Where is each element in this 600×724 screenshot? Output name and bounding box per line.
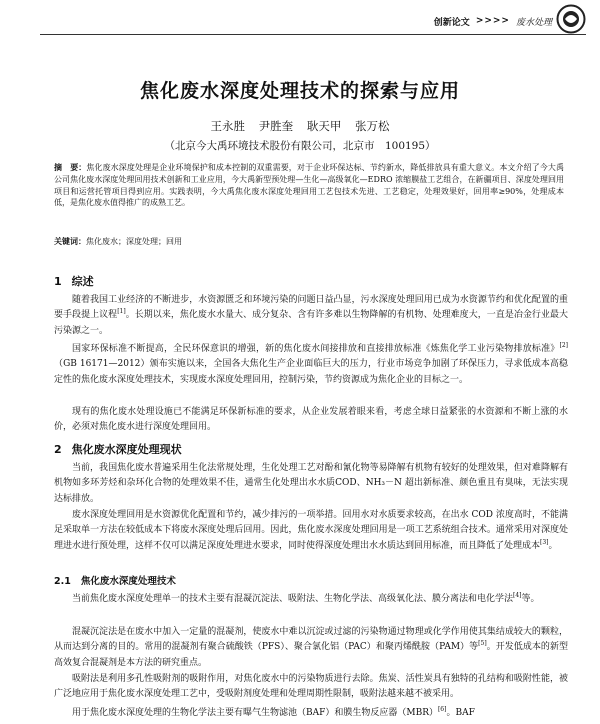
body-paragraph: 当前焦化废水深度处理单一的技术主要有混凝沉淀法、吸附法、生物化学法、高级氧化法、膜分离法和电化学法[4]等。	[72, 592, 540, 604]
header-arrows: >>>>	[475, 16, 510, 26]
author-name: 尹胜奎	[258, 119, 294, 133]
section-heading: 2 焦化废水深度处理现状	[54, 443, 182, 456]
body-paragraph: 废水深度处理回用是水资源优化配置和节约，减少排污的一项举措。回用水对水质要求较高，在出水 COD 浓度高时，不能满足采取单一方法在较低成本下将废水深度处理后回用。因此，焦化废水深度处理回用是一项工艺系统组合技术。通常采用对深度处理进水进行预处理，这样不仅可以满足深度处理进水要求，同时使得深度处理出水水质达到回用标准，而且降低了处理成本[3]。	[54, 510, 568, 551]
running-header	[434, 10, 552, 32]
author-name: 耿天甲	[306, 119, 342, 133]
header-section: 创新论文	[433, 17, 470, 28]
section-heading: 1 综述	[54, 275, 94, 288]
paper-title: 焦化废水深度处理技术的探索与应用	[139, 80, 460, 102]
body-paragraph: 当前，我国焦化废水普遍采用生化法常规处理，生化处理工艺对酚和氰化物等易降解有机物有较好的处理效果，但对难降解有机物如多环芳烃和杂环化合物的处理效果不佳，通常生化处理出水水质COD、NH₃－N 超出新标准、颜色重且有臭味，无法实现达标排放。	[54, 463, 568, 504]
author-name: 王永胜	[210, 119, 246, 133]
abstract-text: 焦化废水深度处理是企业环境保护和成本控制的双重需要，对于企业环保达标、节约新水，降低排放具有重大意义。本文介绍了今大禹公司焦化废水深度处理回用技术创新和工业应用，今大禹新型预处理—生化—高级氧化—EDRO 浓缩膜盐工艺组合，在新疆项目、深度处理回用项目和运营托管项目得到应用。实践表明，今大禹焦化废水深度处理回用工艺包技术先进、工艺稳定，处理效果好，回用率≥90%，处理成本低，是焦化废水值得推广的成熟工艺。	[54, 163, 564, 208]
body-paragraph: 用于焦化废水深度处理的生物化学法主要有曝气生物滤池（BAF）和膜生物反应器（MBR）[6]。BAF	[72, 706, 475, 718]
header-column: 废水处理	[515, 17, 552, 28]
keywords-text: 焦化废水；深度处理；回用	[86, 237, 182, 246]
body-paragraph: 现有的焦化废水处理设施已不能满足环保新标准的要求，从企业发展着眼来看，考虑全球日益紧张的水资源和不断上涨的水价，必须对焦化废水进行深度处理回用。	[54, 407, 568, 433]
abstract	[54, 162, 564, 209]
journal-logo-icon	[556, 4, 586, 34]
body-paragraph: 吸附法是利用多孔性吸附剂的吸附作用，对焦化废水中的污染物质进行去除。焦炭、活性炭具有独特的孔结构和吸附性能，被广泛地应用于焦化废水深度处理工艺中，受吸附剂度处理和处理周期性限制，吸附法越来越不被采用。	[54, 674, 568, 700]
body-paragraph: 随着我国工业经济的不断进步，水资源匮乏和环境污染的问题日益凸显，污水深度处理回用已成为水资源节约和优化配置的重要手段提上议程[1]。长期以来，焦化废水水量大、成分复杂、含有许多难以生物降解的有机物、处理难度大，一直是冶金行业最大污染源之一。	[54, 295, 568, 336]
keywords-label: 关键词：	[54, 237, 86, 246]
author-name: 张万松	[354, 119, 390, 133]
body-paragraph: 国家环保标准不断提高，全民环保意识的增强，新的焦化废水间接排放和直接排放标准《炼焦化学工业污染物排放标准》[2]（GB 16171—2012）颁布实施以来，全国各大焦化生产企业面临巨大的压力，行业市场竞争加剧了环保压力，寻求低成本高稳定性的焦化废水深度处理技术，实现废水深度处理回用，控制污染，节约资源成为焦化企业的目标之一。	[54, 342, 568, 385]
body-paragraph: 混凝沉淀法是在废水中加入一定量的混凝剂，使废水中难以沉淀或过滤的污染物通过物理或化学作用使其集结成较大的颗粒，从而达到分离的目的。常用的混凝剂有聚合硫酸铁（PFS）、聚合氯化铝（PAC）和聚丙烯酰胺（PAM）等[5]。开发低成本的新型高效复合混凝剂是本方法的研究重点。	[54, 627, 568, 668]
keywords	[54, 236, 564, 247]
subsection-heading: 2.1 焦化废水深度处理技术	[54, 576, 176, 587]
abstract-label: 摘 要：	[54, 163, 87, 172]
author-list	[0, 118, 600, 134]
affiliation: （北京今大禹环境技术股份有限公司，北京市 100195）	[164, 140, 436, 152]
header-rule	[40, 34, 586, 35]
